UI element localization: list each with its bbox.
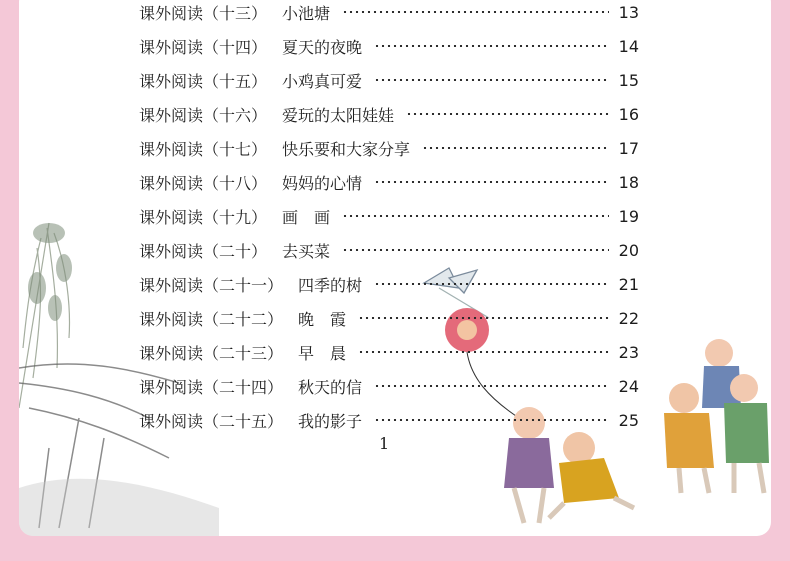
toc-row[interactable] [139, 133, 639, 163]
toc-series: 课外阅读（十三） [139, 3, 268, 23]
toc-series: 课外阅读（十八） [139, 173, 268, 193]
toc-leader-dots [374, 181, 609, 183]
toc-title: 四季的树 [298, 275, 363, 295]
toc-series: 课外阅读（二十五） [139, 411, 284, 431]
toc-series: 课外阅读（二十二） [139, 309, 284, 329]
toc-series: 课外阅读（二十一） [139, 275, 284, 295]
toc-row[interactable] [139, 201, 639, 231]
toc-page-number: 23 [618, 342, 639, 362]
toc-title: 夏天的夜晚 [282, 37, 363, 57]
toc-title: 快乐要和大家分享 [282, 139, 411, 159]
toc-row[interactable] [139, 167, 639, 197]
book-page [19, 0, 771, 536]
toc-page-number: 25 [618, 410, 639, 430]
toc-title: 晚 霞 [298, 309, 347, 329]
toc-row[interactable] [139, 405, 639, 435]
toc-series: 课外阅读（二十四） [139, 377, 284, 397]
toc-series: 课外阅读（十四） [139, 37, 268, 57]
toc-title: 去买菜 [282, 241, 331, 261]
toc-page-number: 14 [618, 36, 639, 56]
toc-leader-dots [374, 385, 609, 387]
toc-leader-dots [374, 45, 609, 47]
toc-series: 课外阅读（十九） [139, 207, 268, 227]
toc-page-number: 16 [618, 104, 639, 124]
toc-page-number: 13 [618, 2, 639, 22]
toc-page-number: 20 [618, 240, 639, 260]
toc-page-number: 24 [618, 376, 639, 396]
toc-page-number: 22 [618, 308, 639, 328]
toc-series: 课外阅读（十五） [139, 71, 268, 91]
toc-page-number: 19 [618, 206, 639, 226]
toc-page-number: 21 [618, 274, 639, 294]
toc-row[interactable] [139, 269, 639, 299]
toc-leader-dots [406, 113, 609, 115]
toc-page-number: 17 [618, 138, 639, 158]
toc-title: 早 晨 [298, 343, 347, 363]
toc-title: 爱玩的太阳娃娃 [282, 105, 395, 125]
toc-row[interactable] [139, 303, 639, 333]
toc-series: 课外阅读（十七） [139, 139, 268, 159]
toc-leader-dots [374, 419, 609, 421]
toc-row[interactable] [139, 371, 639, 401]
footer-page-number: 1 [379, 434, 390, 453]
toc-title: 小鸡真可爱 [282, 71, 363, 91]
toc-leader-dots [422, 147, 609, 149]
toc-row[interactable] [139, 337, 639, 367]
toc-leader-dots [358, 317, 609, 319]
toc-leader-dots [374, 79, 609, 81]
toc-series: 课外阅读（十六） [139, 105, 268, 125]
toc-title: 画 画 [282, 207, 331, 227]
toc-row[interactable] [139, 31, 639, 61]
toc-row[interactable] [139, 235, 639, 265]
toc-title: 小池塘 [282, 3, 331, 23]
toc-leader-dots [358, 351, 609, 353]
toc-leader-dots [342, 215, 609, 217]
toc-leader-dots [342, 249, 609, 251]
toc-leader-dots [342, 11, 609, 13]
toc-title: 妈妈的心情 [282, 173, 363, 193]
toc-row[interactable] [139, 99, 639, 129]
toc-series: 课外阅读（二十三） [139, 343, 284, 363]
toc-title: 秋天的信 [298, 377, 363, 397]
toc-row[interactable] [139, 0, 639, 27]
toc-leader-dots [374, 283, 609, 285]
toc-row[interactable] [139, 65, 639, 95]
toc-page-number: 15 [618, 70, 639, 90]
toc-series: 课外阅读（二十） [139, 241, 268, 261]
toc-title: 我的影子 [298, 411, 363, 431]
toc-page-number: 18 [618, 172, 639, 192]
